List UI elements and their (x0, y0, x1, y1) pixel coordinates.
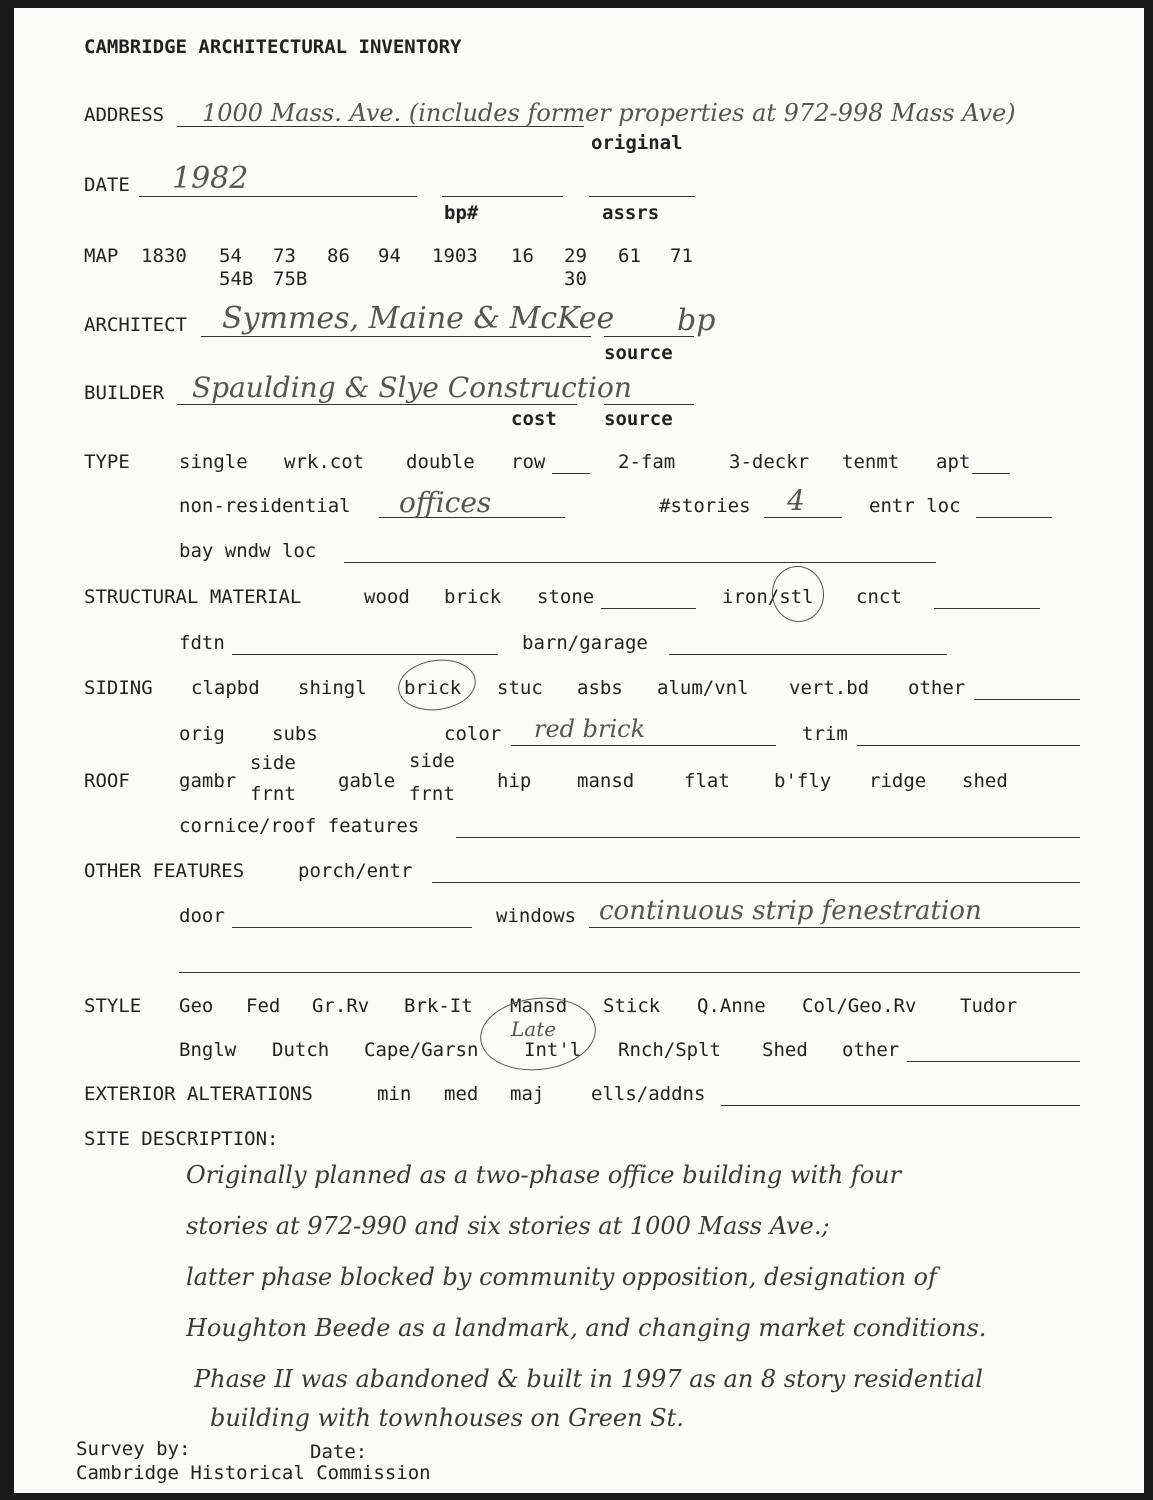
other-features-label: OTHER FEATURES (84, 860, 245, 882)
footer-date-label: Date: (310, 1441, 368, 1463)
siding-option: other (908, 677, 966, 699)
roof-option: b'fly (774, 770, 832, 792)
other-line (974, 699, 1080, 700)
orig-label: orig (179, 723, 225, 745)
builder-line (177, 404, 577, 405)
siding-option: asbs (577, 677, 623, 699)
style-option: Bnglw (179, 1039, 237, 1061)
bay-wndw-line (344, 562, 936, 563)
assrs-line (589, 196, 695, 197)
style-option: Fed (246, 995, 281, 1017)
builder-label: BUILDER (84, 382, 165, 404)
date-line (139, 196, 417, 197)
map-year: 1903 (432, 245, 478, 267)
style-option: Geo (179, 995, 214, 1017)
color-line (511, 745, 776, 746)
structural-option: iron/stl (722, 586, 814, 608)
map-year: 54 (219, 245, 242, 267)
builder-source-line (604, 404, 694, 405)
source-sublabel: source (604, 342, 673, 364)
windows-label: windows (496, 905, 577, 927)
ells-line (721, 1105, 1080, 1106)
blank-line (179, 972, 1080, 973)
brick-circle (395, 655, 479, 715)
exterior-option: maj (510, 1083, 545, 1105)
color-label: color (444, 723, 502, 745)
map-year: 54B (219, 268, 254, 290)
bp-sublabel: bp# (444, 202, 479, 224)
map-year: 29 (564, 245, 587, 267)
type-label: TYPE (84, 451, 130, 473)
siding-option: stuc (497, 677, 543, 699)
source-sublabel: source (604, 408, 673, 430)
site-line: Phase II was abandoned & built in 1997 as an 8 story residential (194, 1365, 983, 1393)
assrs-sublabel: assrs (602, 202, 660, 224)
style-other-line (907, 1061, 1080, 1062)
roof-option: shed (962, 770, 1008, 792)
map-year: 61 (618, 245, 641, 267)
barn-line (669, 654, 947, 655)
style-option: Stick (603, 995, 661, 1017)
siding-option: vert.bd (789, 677, 870, 699)
door-line (232, 927, 472, 928)
exterior-option: min (377, 1083, 412, 1105)
cnct-line (934, 608, 1040, 609)
map-year: 73 (273, 245, 296, 267)
exterior-option: med (444, 1083, 479, 1105)
style-option: Rnch/Splt (618, 1039, 721, 1061)
map-year: 94 (378, 245, 401, 267)
style-label: STYLE (84, 995, 142, 1017)
inventory-form (14, 8, 1144, 1493)
type-option: apt (936, 451, 971, 473)
roof-frnt: frnt (250, 783, 296, 805)
cost-sublabel: cost (511, 408, 557, 430)
style-option: Brk-It (404, 995, 473, 1017)
type-option: single (179, 451, 248, 473)
cornice-label: cornice/roof features (179, 815, 420, 837)
stories-line (764, 517, 842, 518)
style-option: Shed (762, 1039, 808, 1061)
non-residential-value: offices (399, 486, 492, 519)
ells-label: ells/addns (591, 1083, 706, 1105)
style-option: Dutch (272, 1039, 330, 1061)
type-option: double (406, 451, 475, 473)
siding-label: SIDING (84, 677, 153, 699)
map-label: MAP (84, 245, 119, 267)
siding-option: shingl (298, 677, 367, 699)
style-option: Int'l (524, 1039, 582, 1061)
roof-option: flat (684, 770, 730, 792)
roof-option: ridge (869, 770, 927, 792)
barn-label: barn/garage (522, 632, 648, 654)
stories-label: #stories (659, 495, 751, 517)
stone-line (601, 608, 696, 609)
address-label: ADDRESS (84, 104, 165, 126)
site-line: building with townhouses on Green St. (210, 1404, 684, 1432)
porch-label: porch/entr (298, 860, 413, 882)
structural-option: stone (537, 586, 595, 608)
site-line: latter phase blocked by community opposition, designation of (186, 1263, 937, 1291)
row-line (552, 473, 590, 474)
style-option: Cape/Garsn (364, 1039, 479, 1061)
bay-wndw-label: bay wndw loc (179, 540, 317, 562)
trim-label: trim (802, 723, 848, 745)
iron-stl-circle (768, 562, 829, 626)
type-option: tenmt (842, 451, 900, 473)
structural-option: wood (364, 586, 410, 608)
roof-option: hip (497, 770, 532, 792)
site-line: stories at 972-990 and six stories at 1000 Mass Ave.; (186, 1212, 830, 1240)
non-residential-label: non-residential (179, 495, 351, 517)
cornice-line (456, 837, 1080, 838)
map-year: 86 (327, 245, 350, 267)
bp-line (442, 196, 563, 197)
style-option: Q.Anne (697, 995, 766, 1017)
site-line: Houghton Beede as a landmark, and changing market conditions. (186, 1314, 987, 1342)
apt-line (972, 473, 1010, 474)
roof-gable: gable (338, 770, 396, 792)
type-option: 3-deckr (729, 451, 810, 473)
fdtn-line (232, 654, 498, 655)
style-option: Tudor (960, 995, 1018, 1017)
structural-option: cnct (856, 586, 902, 608)
original-sublabel: original (591, 132, 683, 154)
color-value: red brick (534, 715, 646, 743)
map-year: 1830 (141, 245, 187, 267)
style-option: Mansd (510, 995, 568, 1017)
siding-option: alum/vnl (657, 677, 749, 699)
roof-frnt: frnt (409, 783, 455, 805)
roof-option: mansd (577, 770, 635, 792)
porch-line (432, 882, 1080, 883)
site-line: Originally planned as a two-phase office building with four (186, 1161, 902, 1189)
roof-side: side (250, 752, 296, 774)
entr-loc-line (976, 517, 1052, 518)
architect-label: ARCHITECT (84, 314, 187, 336)
style-option: Col/Geo.Rv (802, 995, 917, 1017)
architect-source-value: bp (677, 303, 716, 338)
subs-label: subs (272, 723, 318, 745)
type-option: row (511, 451, 546, 473)
structural-label: STRUCTURAL MATERIAL (84, 586, 302, 608)
site-label: SITE DESCRIPTION: (84, 1128, 279, 1150)
date-label: DATE (84, 174, 130, 196)
form-title: CAMBRIDGE ARCHITECTURAL INVENTORY (84, 36, 462, 58)
map-year: 71 (670, 245, 693, 267)
address-value: 1000 Mass. Ave. (includes former properties at 972-998 Mass Ave) (202, 99, 1016, 127)
builder-value: Spaulding & Slye Construction (192, 371, 632, 404)
trim-line (857, 745, 1080, 746)
map-year: 30 (564, 268, 587, 290)
roof-side: side (409, 750, 455, 772)
commission-name: Cambridge Historical Commission (76, 1462, 431, 1484)
style-option: other (842, 1039, 900, 1061)
architect-value: Symmes, Maine & McKee (222, 301, 615, 336)
type-option: wrk.cot (284, 451, 365, 473)
architect-line (201, 336, 591, 337)
map-year: 75B (273, 268, 308, 290)
door-label: door (179, 905, 225, 927)
date-value: 1982 (172, 161, 249, 196)
windows-value: continuous strip fenestration (599, 896, 982, 926)
type-option: 2-fam (618, 451, 676, 473)
style-option: Gr.Rv (312, 995, 370, 1017)
stories-value: 4 (787, 484, 805, 517)
windows-line (589, 927, 1080, 928)
entr-loc-label: entr loc (869, 495, 961, 517)
siding-option: clapbd (191, 677, 260, 699)
map-year: 16 (511, 245, 534, 267)
roof-gambr: gambr (179, 770, 237, 792)
intl-circle (477, 992, 600, 1076)
structural-option: brick (444, 586, 502, 608)
survey-label: Survey by: (76, 1438, 191, 1460)
roof-label: ROOF (84, 770, 130, 792)
style-annotation: Late (511, 1017, 557, 1041)
siding-option: brick (404, 677, 462, 699)
exterior-label: EXTERIOR ALTERATIONS (84, 1083, 313, 1105)
fdtn-label: fdtn (179, 632, 225, 654)
